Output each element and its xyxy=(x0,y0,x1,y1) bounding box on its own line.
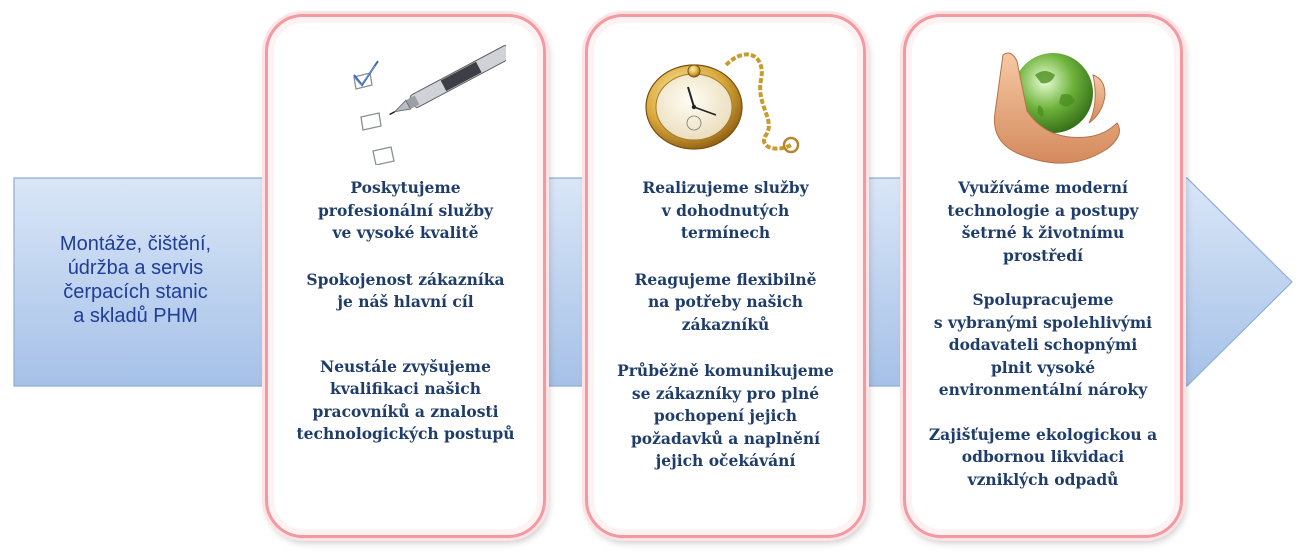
panel-text xyxy=(600,177,851,496)
arrow-label xyxy=(18,232,253,328)
panel-item: Spolupracujeme s vybranými spolehlivými dodavateli schopnými plnit vysoké environmentální nároky xyxy=(933,290,1153,399)
panel-item: Poskytujeme profesionální služby ve vysoké kvalitě xyxy=(317,178,494,242)
arrow-label-line: údržba a servis xyxy=(67,257,204,279)
panel-text xyxy=(280,177,531,469)
pocket-watch-icon xyxy=(588,35,863,165)
arrow-label-line: čerpacích stanic xyxy=(63,281,208,303)
hands-globe-icon xyxy=(906,35,1180,165)
panel-item: Neustále zvyšujeme kvalifikaci našich pracovníků a znalosti technologických postupů xyxy=(296,356,515,443)
panel-text xyxy=(918,177,1168,514)
panel-environment xyxy=(903,14,1183,538)
panel-item: Zajišťujeme ekologickou a odbornou likvidaci vzniklých odpadů xyxy=(928,424,1158,489)
checklist-pen-icon xyxy=(268,35,543,165)
arrow-label-line: a skladů PHM xyxy=(73,305,198,327)
panel-item: Využíváme moderní technologie a postupy šetrné k životnímu prostředí xyxy=(947,178,1139,265)
panel-item: Průběžně komunikujeme se zákazníky pro plné pochopení jejich požadavků a naplnění jejich očekávání xyxy=(617,361,834,470)
panel-quality xyxy=(265,14,546,538)
panel-item: Realizujeme služby v dohodnutých termínech xyxy=(642,178,809,242)
panel-item: Reagujeme flexibilně na potřeby našich zákazníků xyxy=(634,269,817,334)
arrow-label-line: Montáže, čištění, xyxy=(59,233,212,255)
panel-item: Spokojenost zákazníka je náš hlavní cíl xyxy=(306,269,505,311)
panel-timing xyxy=(585,14,866,538)
